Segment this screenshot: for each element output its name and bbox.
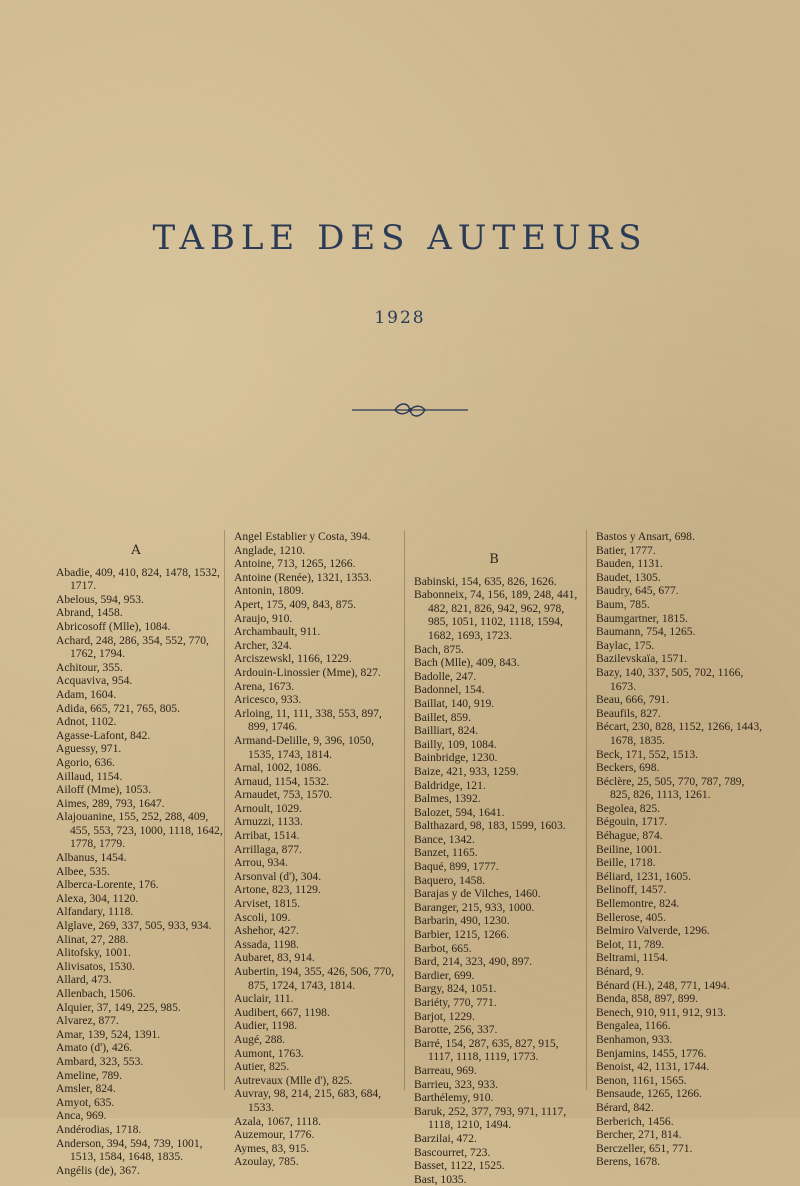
author-entry: Benda, 858, 897, 899. xyxy=(596,992,699,1006)
author-column-2 xyxy=(234,530,402,1169)
author-entry: Begolea, 825. xyxy=(596,801,661,815)
author-entry: Bercher, 271, 814. xyxy=(596,1128,682,1142)
author-entry: Aymes, 83, 915. xyxy=(234,1141,310,1155)
author-entry: Arnuzzi, 1133. xyxy=(234,815,303,829)
author-entry: Agorio, 636. xyxy=(56,755,115,769)
author-entry: Andérodias, 1718. xyxy=(56,1122,142,1136)
author-entry: Armand-Delille, 9, 396, 1050, 1535, 1743, 1814. xyxy=(234,733,375,761)
author-entry: Alquier, 37, 149, 225, 985. xyxy=(56,1000,181,1014)
author-entry: Bérard, 842. xyxy=(596,1100,654,1114)
author-entry: Auclair, 111. xyxy=(234,992,294,1006)
author-entry: Arrou, 934. xyxy=(234,856,288,870)
author-entry: Bécart, 230, 828, 1152, 1266, 1443, 1678, 1835. xyxy=(596,720,763,747)
author-column-1 xyxy=(56,544,224,1177)
author-entry: Augé, 288. xyxy=(234,1032,286,1046)
author-entry: Arnal, 1002, 1086. xyxy=(234,761,322,775)
author-entry: Béhague, 874. xyxy=(596,829,663,843)
author-entry: Ailoff (Mme), 1053. xyxy=(56,783,152,797)
author-entry: Abricosoff (Mlle), 1084. xyxy=(56,619,171,633)
author-entry: Basset, 1122, 1525. xyxy=(414,1159,505,1173)
author-entry: Acquaviva, 954. xyxy=(56,674,133,688)
author-entry: Berczeller, 651, 771. xyxy=(596,1141,693,1155)
author-entry: Agasse-Lafont, 842. xyxy=(56,728,151,742)
author-entry: Albee, 535. xyxy=(56,864,110,878)
author-entry: Aumont, 1763. xyxy=(234,1046,304,1060)
author-entry: Bast, 1035. xyxy=(414,1172,467,1186)
author-entry: Barbarin, 490, 1230. xyxy=(414,914,510,928)
author-entry: Adida, 665, 721, 765, 805. xyxy=(56,701,180,715)
author-entry: Barreau, 969. xyxy=(414,1063,477,1077)
author-entry: Antoine, 713, 1265, 1266. xyxy=(234,557,356,571)
author-entry: Angélis (de), 367. xyxy=(56,1163,140,1177)
author-entry: Aubaret, 83, 914. xyxy=(234,951,315,965)
author-entry: Babinski, 154, 635, 826, 1626. xyxy=(414,574,557,588)
author-entry: Baldridge, 121. xyxy=(414,778,486,792)
author-entry: Ascoli, 109. xyxy=(234,910,291,924)
author-entry: Bardier, 699. xyxy=(414,968,475,982)
author-entry: Aguessy, 971. xyxy=(56,742,122,756)
author-entry: Anglade, 1210. xyxy=(234,543,306,557)
author-entry: Bard, 214, 323, 490, 897. xyxy=(414,955,533,969)
column-rule xyxy=(586,530,587,1090)
author-entry: Alberca-Lorente, 176. xyxy=(56,878,159,892)
author-entry: Baumgartner, 1815. xyxy=(596,611,688,625)
author-entry: Barthélemy, 910. xyxy=(414,1091,494,1105)
page-title: TABLE DES AUTEURS xyxy=(152,218,648,258)
author-entry: Béclère, 25, 505, 770, 787, 789, 825, 826, 1113, 1261. xyxy=(596,774,745,802)
author-entry: Belot, 11, 789. xyxy=(596,937,665,951)
author-entry: Autier, 825. xyxy=(234,1060,290,1074)
author-entry: Beltrami, 1154. xyxy=(596,951,669,965)
author-entry: Apert, 175, 409, 843, 875. xyxy=(234,597,357,611)
author-entry: Arena, 1673. xyxy=(234,679,295,693)
author-entry: Banzet, 1165. xyxy=(414,846,478,860)
author-entry: Achitour, 355. xyxy=(56,660,123,674)
author-entry: Baudry, 645, 677. xyxy=(596,584,679,598)
author-entry: Badolle, 247. xyxy=(414,669,477,683)
author-entry: Bargy, 824, 1051. xyxy=(414,982,497,996)
author-entry: Audibert, 667, 1198. xyxy=(234,1005,330,1019)
author-entry: Bailly, 109, 1084. xyxy=(414,737,497,751)
author-column-3 xyxy=(414,553,582,1186)
author-entry: Ameline, 789. xyxy=(56,1068,123,1082)
author-entry: Beiline, 1001. xyxy=(596,842,662,856)
author-entry: Belmiro Valverde, 1296. xyxy=(596,924,710,938)
author-entry: Achard, 248, 286, 354, 552, 770, 1762, 1794. xyxy=(56,633,209,661)
author-entry: Benoist, 42, 1131, 1744. xyxy=(596,1060,710,1074)
author-entry: Azoulay, 785. xyxy=(234,1155,299,1169)
author-entry: Amato (d'), 426. xyxy=(56,1041,133,1055)
author-entry: Bengalea, 1166. xyxy=(596,1019,671,1033)
ornament-divider xyxy=(350,398,470,422)
author-entry: Beck, 171, 552, 1513. xyxy=(596,747,699,761)
author-entry: Bainbridge, 1230. xyxy=(414,751,498,765)
author-entry: Baillet, 859. xyxy=(414,710,471,724)
author-entry: Benech, 910, 911, 912, 913. xyxy=(596,1005,726,1019)
author-entry: Archer, 324. xyxy=(234,638,292,652)
author-entry: Assada, 1198. xyxy=(234,937,299,951)
author-entry: Anca, 969. xyxy=(56,1109,107,1123)
author-entry: Ashehor, 427. xyxy=(234,924,299,938)
author-entry: Berberich, 1456. xyxy=(596,1114,674,1128)
author-entry: Arnaud, 1154, 1532. xyxy=(234,774,330,788)
author-entry: Beaufils, 827. xyxy=(596,706,661,720)
author-entry: Aimes, 289, 793, 1647. xyxy=(56,796,165,810)
author-entry: Abrand, 1458. xyxy=(56,606,123,620)
section-letter: B xyxy=(489,552,499,567)
author-entry: Abadie, 409, 410, 824, 1478, 1532, 1717. xyxy=(56,565,220,593)
author-entry: Bénard (H.), 248, 771, 1494. xyxy=(596,978,730,992)
author-entry: Arribat, 1514. xyxy=(234,829,300,843)
author-entry: Baumann, 754, 1265. xyxy=(596,625,696,639)
author-entry: Barré, 154, 287, 635, 827, 915, 1117, 1118, 1119, 1773. xyxy=(414,1036,559,1064)
author-entry: Beau, 666, 791. xyxy=(596,693,670,707)
author-entry: Aubertin, 194, 355, 426, 506, 770, 875, 1724, 1743, 1814. xyxy=(234,965,395,992)
author-entry: Arsonval (d'), 304. xyxy=(234,869,322,883)
author-entry: Alajouanine, 155, 252, 288, 409, 455, 553, 723, 1000, 1118, 1642, 1778, 1779. xyxy=(56,810,223,851)
author-entry: Batier, 1777. xyxy=(596,543,656,557)
author-entry: Bach (Mlle), 409, 843. xyxy=(414,656,520,670)
author-entry: Badonnel, 154. xyxy=(414,683,485,697)
author-entry: Alglave, 269, 337, 505, 933, 934. xyxy=(56,919,212,933)
author-entry: Baum, 785. xyxy=(596,597,650,611)
author-entry: Bauden, 1131. xyxy=(596,557,663,571)
author-entry: Bach, 875. xyxy=(414,642,464,656)
author-entry: Beckers, 698. xyxy=(596,761,660,775)
author-entry: Abelous, 594, 953. xyxy=(56,592,144,606)
author-entry: Azala, 1067, 1118. xyxy=(234,1114,322,1128)
author-entry: Auvray, 98, 214, 215, 683, 684, 1533. xyxy=(234,1087,382,1114)
author-entry: Audier, 1198. xyxy=(234,1019,298,1033)
author-entry: Arciszewskl, 1166, 1229. xyxy=(234,652,352,666)
author-entry: Arnoult, 1029. xyxy=(234,801,302,815)
author-entry: Araujo, 910. xyxy=(234,611,293,625)
author-entry: Beille, 1718. xyxy=(596,856,656,870)
author-entry: Barotte, 256, 337. xyxy=(414,1023,498,1037)
author-entry: Allard, 473. xyxy=(56,973,112,987)
author-entry: Bellemontre, 824. xyxy=(596,897,680,911)
author-entry: Berens, 1678. xyxy=(596,1155,661,1169)
author-entry: Béliard, 1231, 1605. xyxy=(596,869,691,883)
author-entry: Adnot, 1102. xyxy=(56,715,117,729)
author-entry: Alinat, 27, 288. xyxy=(56,932,129,946)
author-entry: Baqué, 899, 1777. xyxy=(414,860,499,874)
author-entry: Auzemour, 1776. xyxy=(234,1128,315,1142)
author-entry: Bégouin, 1717. xyxy=(596,815,668,829)
author-entry: Barbier, 1215, 1266. xyxy=(414,928,510,942)
author-entry: Artone, 823, 1129. xyxy=(234,883,321,897)
author-entry: Baylac, 175. xyxy=(596,638,655,652)
author-entry: Adam, 1604. xyxy=(56,687,117,701)
author-entry: Bazy, 140, 337, 505, 702, 1166, 1673. xyxy=(596,665,744,693)
column-rule xyxy=(224,530,225,1090)
author-entry: Alfandary, 1118. xyxy=(56,905,134,919)
author-column-4 xyxy=(596,530,764,1169)
author-entry: Bastos y Ansart, 698. xyxy=(596,530,695,543)
author-entry: Benon, 1161, 1565. xyxy=(596,1073,687,1087)
author-entry: Albanus, 1454. xyxy=(56,851,127,865)
author-entry: Amyot, 635. xyxy=(56,1095,115,1109)
author-entry: Aillaud, 1154. xyxy=(56,769,123,783)
author-entry: Balmes, 1392. xyxy=(414,792,481,806)
author-entry: Alitofsky, 1001. xyxy=(56,946,131,960)
author-entry: Amar, 139, 524, 1391. xyxy=(56,1027,161,1041)
author-entry: Bensaude, 1265, 1266. xyxy=(596,1087,702,1101)
author-entry: Bance, 1342. xyxy=(414,832,475,846)
author-entry: Bellerose, 405. xyxy=(596,910,666,924)
author-entry: Bailliart, 824. xyxy=(414,724,479,738)
author-entry: Baillat, 140, 919. xyxy=(414,696,495,710)
author-entry: Alivisatos, 1530. xyxy=(56,959,135,973)
author-entry: Alvarez, 877. xyxy=(56,1014,119,1028)
author-entry: Baudet, 1305. xyxy=(596,570,661,584)
author-entry: Aricesco, 933. xyxy=(234,693,302,707)
author-entry: Ambard, 323, 553. xyxy=(56,1054,144,1068)
author-entry: Barbot, 665. xyxy=(414,941,472,955)
author-entry: Barzilai, 472. xyxy=(414,1131,477,1145)
author-entry: Arnaudet, 753, 1570. xyxy=(234,788,333,802)
author-entry: Autrevaux (Mlle d'), 825. xyxy=(234,1073,353,1087)
author-entry: Barrieu, 323, 933. xyxy=(414,1077,499,1091)
author-entry: Baize, 421, 933, 1259. xyxy=(414,764,519,778)
author-entry: Arloing, 11, 111, 338, 553, 897, 899, 1746. xyxy=(234,706,382,734)
author-entry: Anderson, 394, 594, 739, 1001, 1513, 1584, 1648, 1835. xyxy=(56,1136,203,1164)
section-letter: A xyxy=(131,543,141,558)
author-entry: Bénard, 9. xyxy=(596,965,644,978)
author-entry: Arrillaga, 877. xyxy=(234,842,302,856)
author-entry: Ardouin-Linossier (Mme), 827. xyxy=(234,665,381,679)
author-entry: Belinoff, 1457. xyxy=(596,883,667,897)
author-entry: Allenbach, 1506. xyxy=(56,987,136,1000)
author-entry: Angel Establier y Costa, 394. xyxy=(234,530,371,543)
author-entry: Barajas y de Vilches, 1460. xyxy=(414,887,541,901)
author-entry: Benhamon, 933. xyxy=(596,1032,673,1046)
author-entry: Baranger, 215, 933, 1000. xyxy=(414,900,535,914)
author-entry: Balthazard, 98, 183, 1599, 1603. xyxy=(414,819,566,833)
author-entry: Amsler, 824. xyxy=(56,1082,116,1096)
author-entry: Antoine (Renée), 1321, 1353. xyxy=(234,570,372,584)
author-entry: Barjot, 1229. xyxy=(414,1009,475,1023)
year-heading: 1928 xyxy=(374,308,426,328)
author-entry: Baquero, 1458. xyxy=(414,873,486,887)
column-rule xyxy=(404,530,405,1090)
author-entry: Benjamins, 1455, 1776. xyxy=(596,1046,707,1060)
author-entry: Bazilevskaïa, 1571. xyxy=(596,652,688,666)
author-entry: Bascourret, 723. xyxy=(414,1145,491,1159)
author-entry: Balozet, 594, 1641. xyxy=(414,805,505,819)
author-entry: Antonin, 1809. xyxy=(234,584,304,598)
author-entry: Baruk, 252, 377, 793, 971, 1117, 1118, 1210, 1494. xyxy=(414,1104,567,1132)
author-entry: Archambault, 911. xyxy=(234,625,321,639)
author-entry: Babonneix, 74, 156, 189, 248, 441, 482, 821, 826, 942, 962, 978, 985, 1051, 1102, 1118, 1594, 1682, 1693, 1723. xyxy=(414,588,578,642)
author-entry: Alexa, 304, 1120. xyxy=(56,891,139,905)
author-entry: Arviset, 1815. xyxy=(234,897,301,911)
author-entry: Bariéty, 770, 771. xyxy=(414,996,497,1009)
